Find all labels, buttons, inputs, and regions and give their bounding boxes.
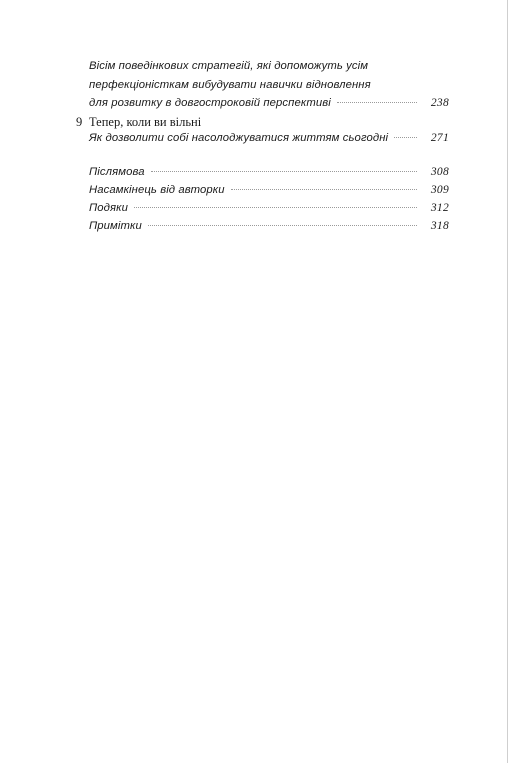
toc-entry-notes[interactable] <box>89 217 449 235</box>
dot-leader <box>134 207 417 208</box>
toc-entry[interactable] <box>89 94 449 112</box>
toc-entry-author-note[interactable] <box>89 181 449 199</box>
toc-subtitle-line <box>89 76 449 94</box>
dot-leader <box>231 189 417 190</box>
entry-label: Післямова <box>89 166 145 178</box>
toc-subtitle-text: Вісім поведінкових стратегій, які допоможуть усім <box>89 60 369 72</box>
toc-subtitle-text: перфекціоністкам вибудувати навички відновлення <box>89 79 371 91</box>
toc-entry-afterword[interactable] <box>89 163 449 181</box>
entry-label: Примітки <box>89 220 142 232</box>
toc-entry-acknowledgments[interactable] <box>89 199 449 217</box>
dot-leader <box>337 102 417 103</box>
toc-subtitle-text: для розвитку в довгостроковій перспективі <box>89 97 331 109</box>
entry-label: Насамкінець від авторки <box>89 184 225 196</box>
chapter-number: 9 <box>76 115 83 129</box>
toc-subtitle-line <box>89 57 449 75</box>
page-number: 318 <box>430 220 449 232</box>
page-number: 271 <box>430 132 449 144</box>
dot-leader <box>394 137 417 138</box>
dot-leader <box>151 171 417 172</box>
entry-label: Подяки <box>89 202 128 214</box>
page-number: 238 <box>430 97 449 109</box>
toc-entry[interactable] <box>89 129 449 147</box>
chapter-subtitle: Як дозволити собі насолоджуватися життям сьогодні <box>89 132 389 144</box>
page-number: 308 <box>430 166 449 178</box>
page-number: 312 <box>430 202 449 214</box>
dot-leader <box>148 225 417 226</box>
page-number: 309 <box>430 184 449 196</box>
chapter-title: Тепер, коли ви вільні <box>89 115 202 129</box>
